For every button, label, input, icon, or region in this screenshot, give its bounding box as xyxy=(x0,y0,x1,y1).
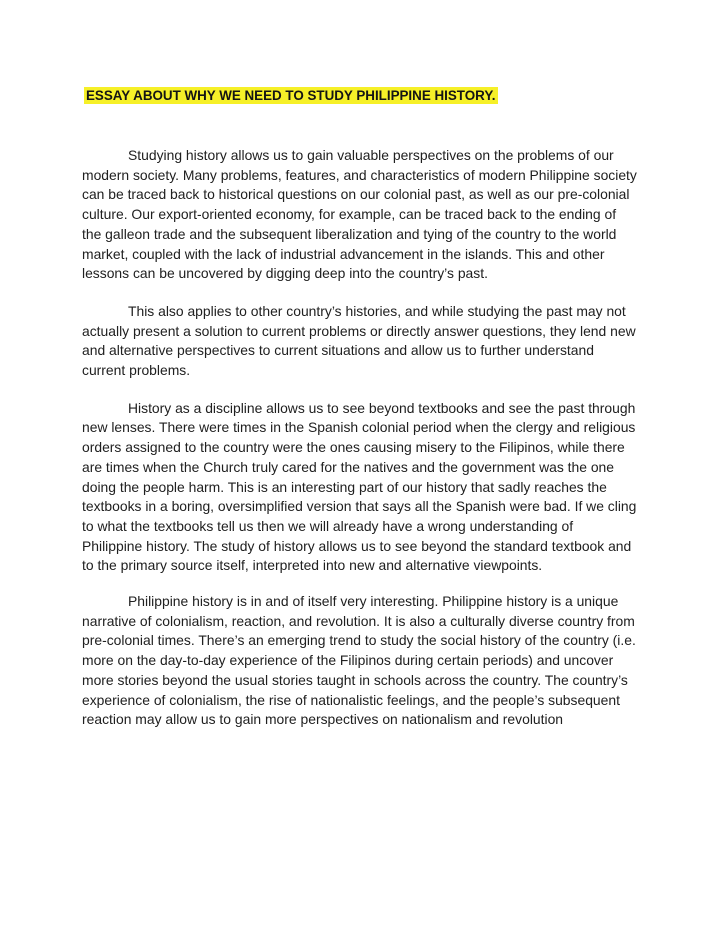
essay-title: ESSAY ABOUT WHY WE NEED TO STUDY PHILIPPINE HISTORY. xyxy=(84,87,498,104)
title-block xyxy=(84,87,498,105)
paragraph-1: Studying history allows us to gain valuable perspectives on the problems of our modern society. Many problems, features, and characteristics of modern Philippine society can be traced back to historical questions on our colonial past, as well as our pre-colonial culture. Our export-oriented economy, for example, can be traced back to the ending of the galleon trade and the subsequent liberalization and tying of the country to the world market, coupled with the lack of industrial advancement in the islands. This and other lessons can be uncovered by digging deep into the country’s past. xyxy=(82,147,637,282)
paragraph-2: This also applies to other country’s histories, and while studying the past may not actually present a solution to current problems or directly answer questions, they lend new and alternative perspectives to current situations and allow us to further understand current problems. xyxy=(82,302,636,379)
paragraph-4: Philippine history is in and of itself very interesting. Philippine history is a unique narrative of colonialism, reaction, and revolution. It is also a culturally diverse country from pre-colonial times. There’s an emerging trend to study the social history of the country (i.e. more on the day-to-day experience of the Filipinos during certain periods) and uncover more stories beyond the usual stories taught in schools across the country. The country’s experience of colonialism, the rise of nationalistic feelings, and the people’s subsequent reaction may allow us to gain more perspectives on nationalism and revolution xyxy=(82,593,636,728)
essay-body xyxy=(82,146,637,730)
paragraph-3: History as a discipline allows us to see beyond textbooks and see the past through new lenses. There were times in the Spanish colonial period when the clergy and religious orders assigned to the country were the ones causing misery to the Filipinos, while there are times when the Church truly cared for the natives and the government was the one doing the people harm. This is an interesting part of our history that sadly reaches the textbooks in a boring, oversimplified version that says all the Spanish were bad. If we cling to what the textbooks tell us then we will already have a wrong understanding of Philippine history. The study of history allows us to see beyond the standard textbook and to the primary source itself, interpreted into new and alternative viewpoints. xyxy=(82,399,637,574)
